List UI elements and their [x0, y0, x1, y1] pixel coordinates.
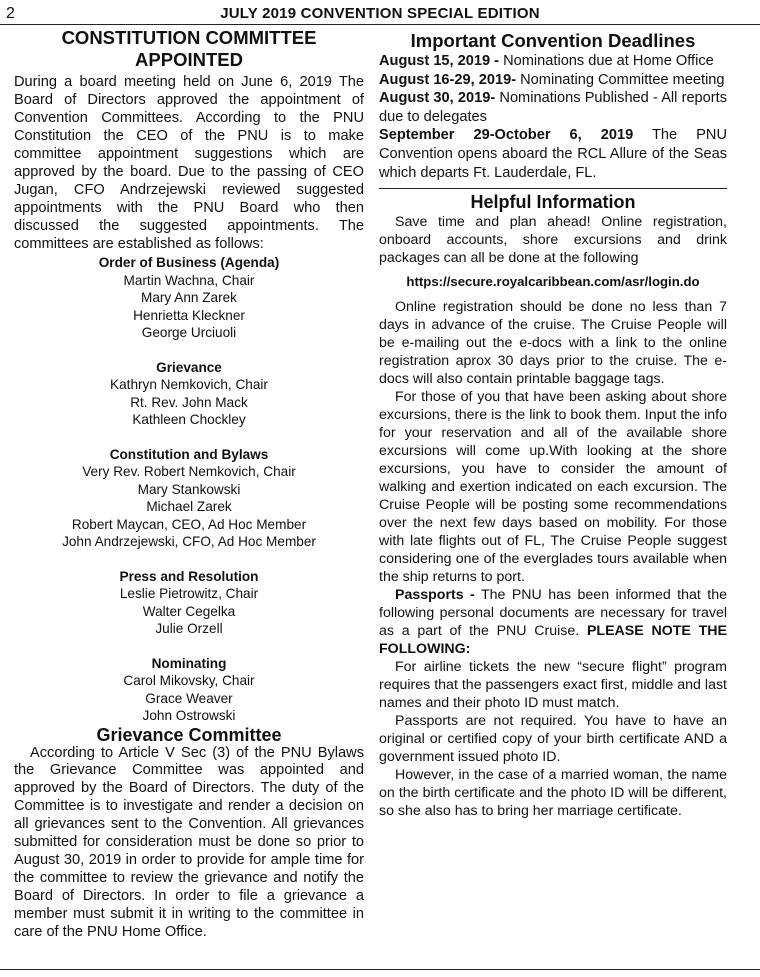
- deadline-date: September 29-October 6, 2019: [379, 127, 634, 144]
- grievance-committee-title: Grievance Committee: [96, 724, 282, 745]
- member: Kathleen Chockley: [132, 412, 246, 427]
- deadline-text: Nominating Committee meeting: [520, 71, 725, 88]
- member: Leslie Pietrowitz, Chair: [119, 586, 259, 601]
- member: Carol Mikovsky, Chair: [123, 673, 255, 688]
- constitution-title-line2: APPOINTED: [135, 49, 243, 70]
- helpful-paragraph-married-woman: However, in the case of a married woman, the name on the birth certificate and the photo ID will be different, so she also has to bring her marriage certificate.: [379, 767, 727, 820]
- committee-members: [14, 272, 364, 342]
- member: John Andrzejewski, CFO, Ad Hoc Member: [62, 534, 316, 549]
- deadline-date: August 30, 2019-: [379, 90, 496, 107]
- committee-title: Grievance: [156, 359, 222, 375]
- helpful-paragraph-excursions: For those of you that have been asking about shore excursions, there is the link to book them. Input the info for your reservation and all of the available shore excursions will come up.With looking at the shore excursions, you have to consider the amount of walking and exertion indicated on each excursion. The Cruise People will be posting some recommendations over the next few days based on mobility. For those with late flights out of FL, The Cruise People suggest considering one of the everglades tours available when the ship returns to port.: [379, 389, 727, 586]
- deadline-item: [379, 52, 727, 71]
- page-number: 2: [6, 5, 15, 22]
- deadline-date: August 15, 2019 -: [379, 53, 500, 69]
- committee-constitution-bylaws: [14, 446, 364, 551]
- committee-members: [14, 463, 364, 551]
- member: Mary Stankowski: [137, 481, 241, 497]
- member: Rt. Rev. John Mack: [130, 394, 248, 410]
- deadline-text: Nominations Published - All reports due to delegates: [379, 90, 728, 125]
- please-note-label: PLEASE NOTE THE FOLLOWING:: [379, 623, 727, 658]
- member: George Urciuoli: [141, 325, 237, 340]
- page-header: [0, 2, 760, 25]
- member: Kathryn Nemkovich, Chair: [110, 377, 268, 392]
- deadline-item: [379, 71, 727, 90]
- member: Grace Weaver: [145, 690, 233, 706]
- right-column: [379, 27, 727, 820]
- committee-title: Order of Business (Agenda): [98, 255, 280, 270]
- deadline-item: [379, 126, 727, 182]
- committee-grievance: [14, 359, 364, 429]
- member: Henrietta Kleckner: [133, 307, 245, 323]
- committee-members: [14, 672, 364, 725]
- member: Julie Orzell: [155, 621, 223, 636]
- helpful-intro: Save time and plan ahead! Online registration, onboard accounts, shore excursions and drink packages can all be done at the following: [379, 214, 727, 267]
- deadline-text: Nominations due at Home Office: [503, 53, 714, 69]
- deadline-text: The PNU Convention opens aboard the RCL Allure of the Seas which departs Ft. Lauderdale, FL.: [379, 127, 727, 181]
- committee-order-of-business: [14, 254, 364, 342]
- helpful-paragraph-passports: [379, 586, 727, 658]
- committee-nominating: [14, 655, 364, 725]
- left-column: [14, 27, 364, 941]
- committee-title: Constitution and Bylaws: [109, 446, 269, 462]
- constitution-title-line1: CONSTITUTION COMMITTEE: [61, 27, 317, 48]
- member: Mary Ann Zarek: [141, 290, 237, 305]
- helpful-info-title: Helpful Information: [470, 192, 636, 213]
- section-divider: [379, 188, 727, 189]
- member: Robert Maycan, CEO, Ad Hoc Member: [71, 516, 307, 532]
- passports-text: The PNU has been informed that the following personal documents are necessary for travel as a part of the PNU Cruise.: [379, 587, 727, 640]
- constitution-body: During a board meeting held on June 6, 2019 The Board of Directors approved the appointment of Convention Committees. According to the PNU Constitution the CEO of the PNU is to make committee appointment suggestions which are approved by the board. Due to the passing of CEO Jugan, CFO Andrzejewski reviewed suggested appointments with the PNU Board who then discussed the suggested appointments. The committees are established as follows:: [14, 74, 364, 252]
- committee-title: Press and Resolution: [119, 568, 259, 584]
- committee-members: [14, 376, 364, 429]
- deadline-date: August 16-29, 2019-: [379, 71, 517, 88]
- helpful-paragraph-birth-certificate: Passports are not required. You have to have an original or certified copy of your birth certificate AND a government issued photo ID.: [379, 713, 727, 766]
- grievance-committee-body: According to Article V Sec (3) of the PNU Bylaws the Grievance Committee was appointed and approved by the Board of Directors. The duty of the Committee is to investigate and render a decision on all grievances sent to the Convention. All grievances submitted for consideration must be done so prior to August 30, 2019 in order to provide for ample time for the committee to review the grievance and notify the Board of Directors. In order to file a grievance a member must submit it in writing to the committee in care of the PNU Home Office.: [14, 744, 364, 940]
- helpful-paragraph-secure-flight: For airline tickets the new “secure flight” program requires that the passengers exact first, middle and last names and their photo ID must match.: [379, 659, 727, 712]
- member: Walter Cegelka: [142, 603, 236, 619]
- passports-label: Passports -: [395, 587, 475, 604]
- registration-link[interactable]: https://secure.royalcaribbean.com/asr/login.do: [406, 274, 700, 290]
- committee-title: Nominating: [151, 655, 227, 671]
- member: Michael Zarek: [146, 499, 232, 514]
- member: Martin Wachna, Chair: [123, 272, 255, 288]
- helpful-paragraph-registration: Online registration should be done no less than 7 days in advance of the cruise. The Cruise People will be e-mailing out the e-docs with a link to the online registration aprox 30 days prior to the cruise. The e-docs will also contain printable baggage tags.: [379, 299, 727, 388]
- deadlines-title: Important Convention Deadlines: [410, 30, 696, 51]
- deadline-item: [379, 89, 727, 126]
- footer-rule: [0, 969, 760, 970]
- edition-title: JULY 2019 CONVENTION SPECIAL EDITION: [220, 5, 540, 22]
- member: Very Rev. Robert Nemkovich, Chair: [82, 464, 296, 479]
- committee-members: [14, 585, 364, 638]
- member: John Ostrowski: [142, 708, 236, 723]
- committee-press-resolution: [14, 568, 364, 638]
